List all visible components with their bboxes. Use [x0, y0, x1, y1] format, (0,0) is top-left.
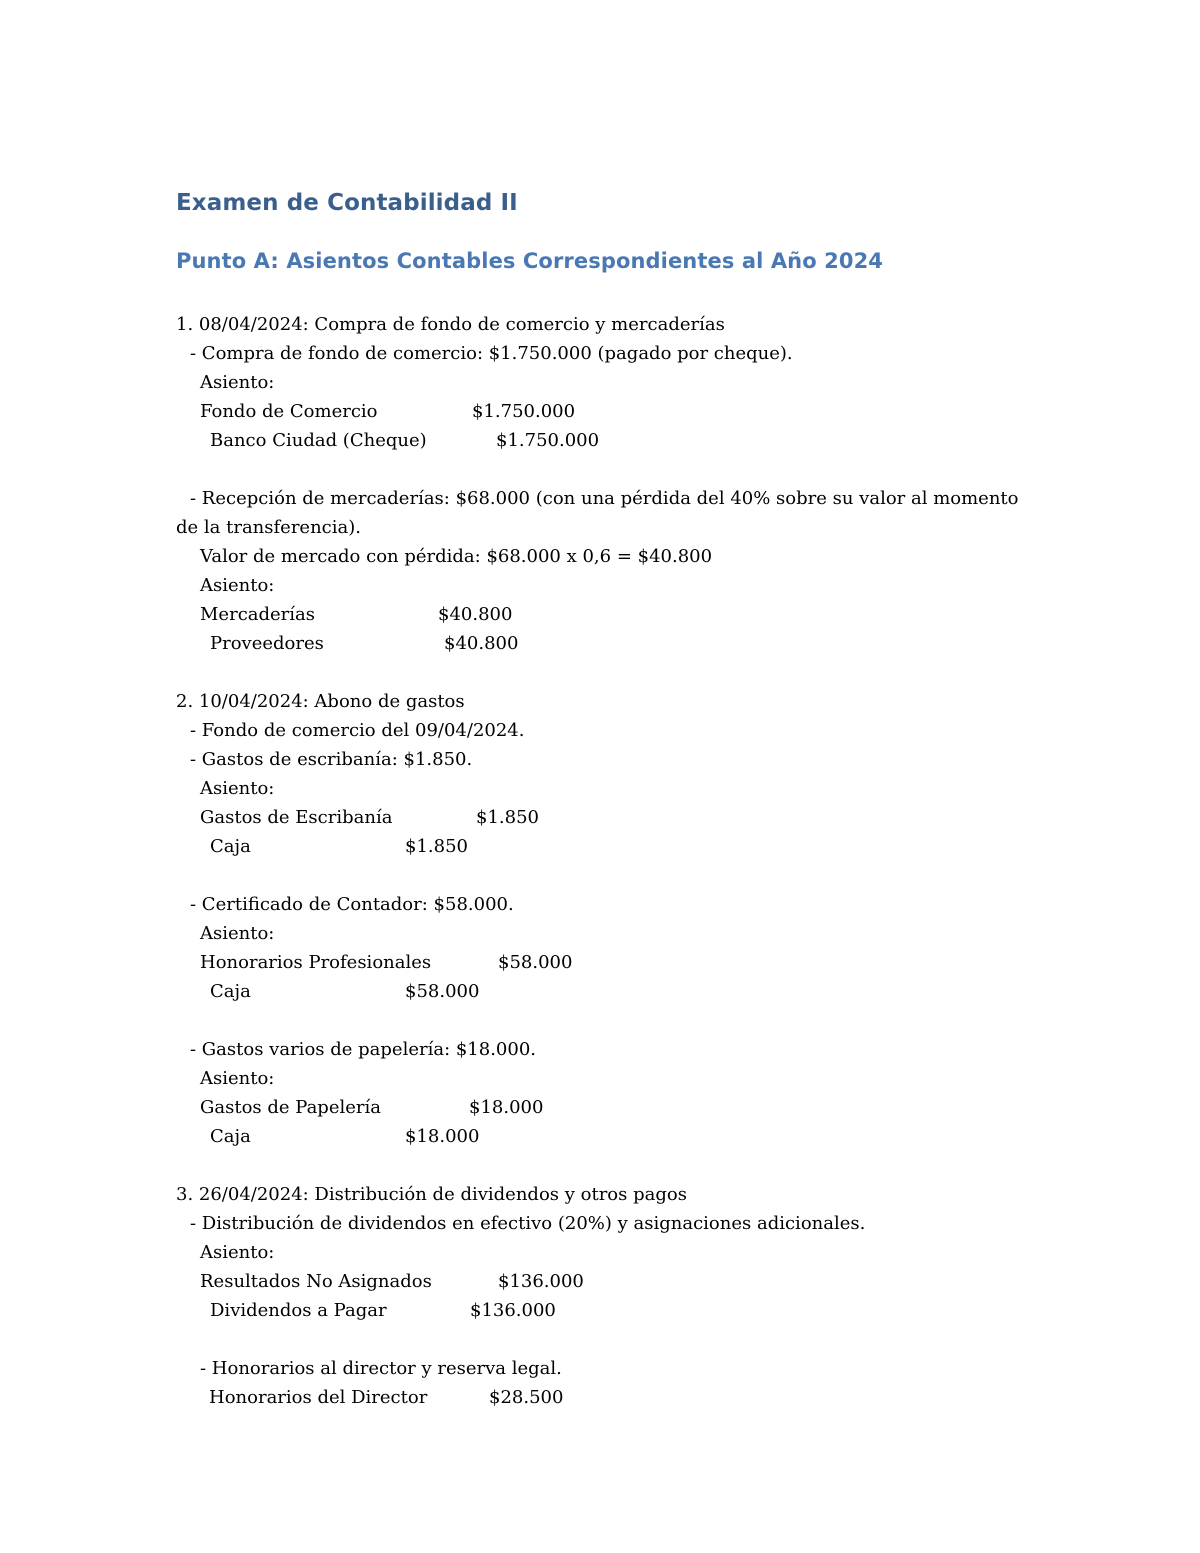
document-title: Examen de Contabilidad II [176, 190, 518, 216]
entry-3b-debit-account: Honorarios del Director [209, 1387, 428, 1408]
entry-2c-credit-account: Caja [210, 1126, 251, 1147]
entry-3a-credit-account: Dividendos a Pagar [210, 1300, 387, 1321]
entry-3a-asiento-label: Asiento: [200, 1242, 275, 1263]
entry-2b-debit-amount: $58.000 [498, 952, 573, 973]
entry-1b-credit-account: Proveedores [210, 633, 324, 654]
entry-1b-description-line-2: de la transferencia). [176, 517, 361, 538]
entry-1b-asiento-label: Asiento: [200, 575, 275, 596]
entry-2c-credit-amount: $18.000 [405, 1126, 480, 1147]
entry-2a-debit-amount: $1.850 [476, 807, 539, 828]
entry-2b-description: - Certificado de Contador: $58.000. [190, 894, 514, 915]
entry-1b-description-line-1: - Recepción de mercaderías: $68.000 (con una pérdida del 40% sobre su valor al momento [190, 488, 1019, 509]
entry-2b-credit-amount: $58.000 [405, 981, 480, 1002]
entry-1a-debit-amount: $1.750.000 [472, 401, 576, 422]
entry-1b-calculation: Valor de mercado con pérdida: $68.000 x 0,6 = $40.800 [200, 546, 713, 567]
entry-2a-debit-account: Gastos de Escribanía [200, 807, 393, 828]
entry-2a-description: - Gastos de escribanía: $1.850. [190, 749, 473, 770]
entry-1a-debit-account: Fondo de Comercio [200, 401, 378, 422]
entry-2a-credit-account: Caja [210, 836, 251, 857]
entry-1a-credit-account: Banco Ciudad (Cheque) [210, 430, 427, 451]
entry-3a-debit-account: Resultados No Asignados [200, 1271, 432, 1292]
entry-1a-credit-amount: $1.750.000 [496, 430, 600, 451]
entry-2a-asiento-label: Asiento: [200, 778, 275, 799]
entry-1b-debit-account: Mercaderías [200, 604, 316, 625]
entry-2-fondo-description: - Fondo de comercio del 09/04/2024. [190, 720, 525, 741]
entry-3b-description: - Honorarios al director y reserva legal. [200, 1358, 562, 1379]
entry-3a-debit-amount: $136.000 [498, 1271, 584, 1292]
entry-2c-debit-amount: $18.000 [469, 1097, 544, 1118]
entry-1-heading: 1. 08/04/2024: Compra de fondo de comercio y mercaderías [176, 314, 725, 335]
section-subtitle: Punto A: Asientos Contables Correspondientes al Año 2024 [176, 249, 884, 273]
entry-3a-credit-amount: $136.000 [470, 1300, 556, 1321]
entry-1a-asiento-label: Asiento: [200, 372, 275, 393]
entry-2b-debit-account: Honorarios Profesionales [200, 952, 432, 973]
entry-2b-credit-account: Caja [210, 981, 251, 1002]
entry-1b-credit-amount: $40.800 [444, 633, 519, 654]
entry-1b-debit-amount: $40.800 [438, 604, 513, 625]
entry-2-heading: 2. 10/04/2024: Abono de gastos [176, 691, 465, 712]
entry-3b-debit-amount: $28.500 [489, 1387, 564, 1408]
entry-1a-description: - Compra de fondo de comercio: $1.750.000 (pagado por cheque). [190, 343, 793, 364]
entry-2c-debit-account: Gastos de Papelería [200, 1097, 381, 1118]
entry-3-heading: 3. 26/04/2024: Distribución de dividendos y otros pagos [176, 1184, 687, 1205]
entry-2c-asiento-label: Asiento: [200, 1068, 275, 1089]
entry-2b-asiento-label: Asiento: [200, 923, 275, 944]
entry-3a-description: - Distribución de dividendos en efectivo (20%) y asignaciones adicionales. [190, 1213, 866, 1234]
entry-2a-credit-amount: $1.850 [405, 836, 468, 857]
entry-2c-description: - Gastos varios de papelería: $18.000. [190, 1039, 537, 1060]
